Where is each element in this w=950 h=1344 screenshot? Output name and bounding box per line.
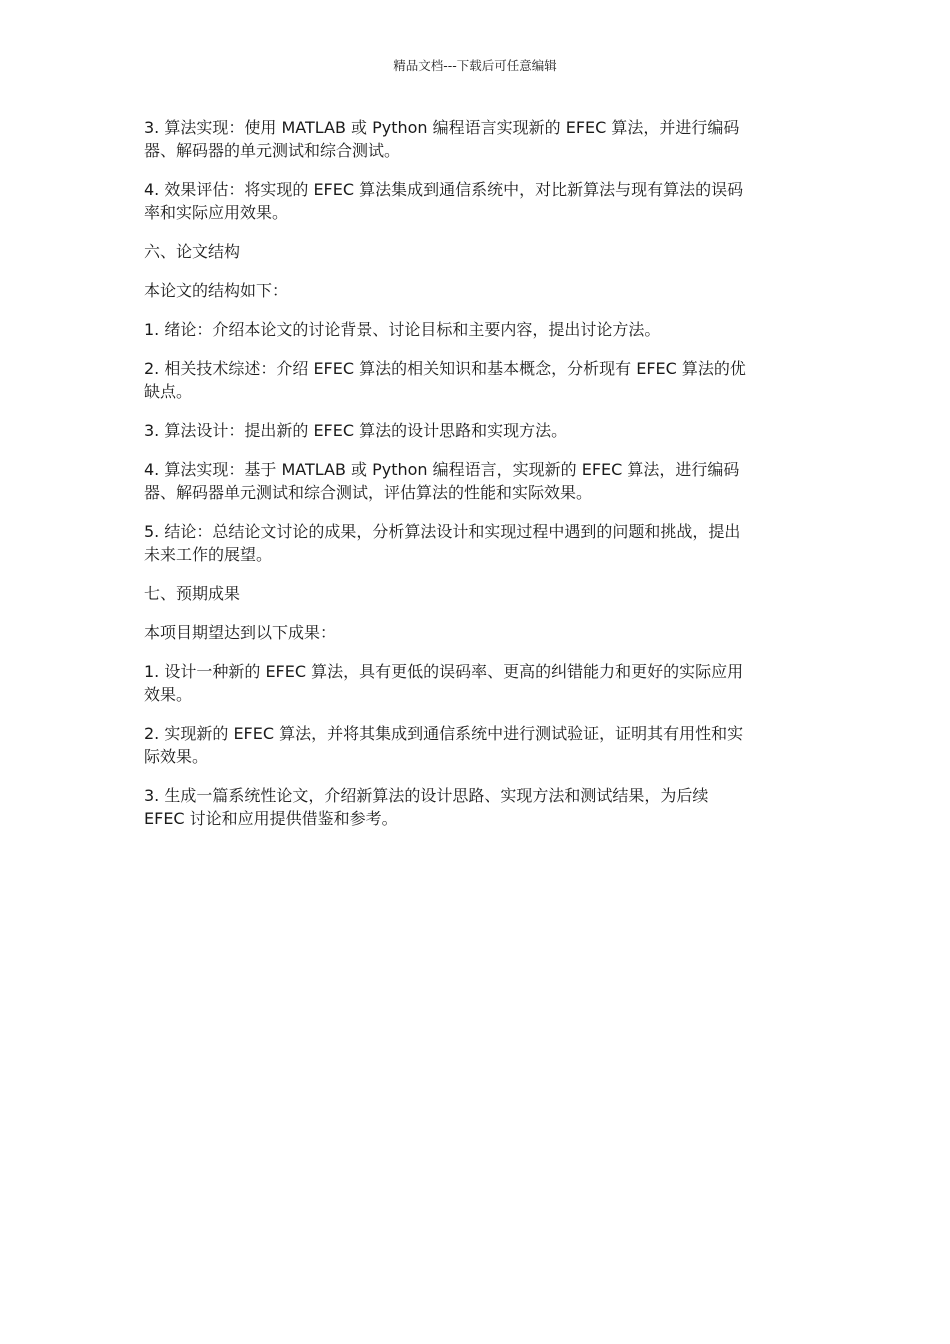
paragraph-line: 3. 算法实现：使用 MATLAB 或 Python 编程语言实现新的 EFEC 算法，并进行编码 [144, 118, 740, 137]
paragraph-line: 效果。 [144, 685, 193, 704]
paragraph-conclusion-chapter [144, 520, 806, 566]
paragraph-line: 七、预期成果 [144, 584, 241, 603]
paragraph-result-paper [144, 784, 806, 830]
paragraph-implementation-chapter [144, 458, 806, 504]
page-header: 精品文档---下载后可任意编辑 [393, 58, 557, 73]
paragraph-line: 1. 设计一种新的 EFEC 算法，具有更低的误码率、更高的纠错能力和更好的实际应用 [144, 662, 744, 681]
paragraph-result-design [144, 660, 806, 706]
paragraph-line: 5. 结论：总结论文讨论的成果，分析算法设计和实现过程中遇到的问题和挑战，提出 [144, 522, 741, 541]
document-body [144, 116, 806, 846]
paragraph-line: 器、解码器单元测试和综合测试，评估算法的性能和实际效果。 [144, 483, 593, 502]
paragraph-algorithm-implementation [144, 116, 806, 162]
section-heading-expected-results [144, 582, 806, 605]
paragraph-design-chapter [144, 419, 806, 442]
paragraph-line: 际效果。 [144, 747, 209, 766]
section-heading-thesis-structure [144, 240, 806, 263]
paragraph-line: 率和实际应用效果。 [144, 203, 289, 222]
paragraph-line: 3. 生成一篇系统性论文，介绍新算法的设计思路、实现方法和测试结果，为后续 [144, 786, 709, 805]
paragraph-line: 3. 算法设计：提出新的 EFEC 算法的设计思路和实现方法。 [144, 421, 568, 440]
paragraph-line: 六、论文结构 [144, 242, 241, 261]
paragraph-line: 4. 算法实现：基于 MATLAB 或 Python 编程语言，实现新的 EFEC 算法，进行编码 [144, 460, 740, 479]
paragraph-effect-evaluation [144, 178, 806, 224]
paragraph-results-intro [144, 621, 806, 644]
paragraph-line: 本论文的结构如下： [144, 281, 289, 300]
paragraph-line: 缺点。 [144, 382, 193, 401]
paragraph-line: 2. 相关技术综述：介绍 EFEC 算法的相关知识和基本概念，分析现有 EFEC 算法的优 [144, 359, 746, 378]
paragraph-line: 1. 绪论：介绍本论文的讨论背景、讨论目标和主要内容，提出讨论方法。 [144, 320, 661, 339]
paragraph-line: 4. 效果评估：将实现的 EFEC 算法集成到通信系统中，对比新算法与现有算法的误码 [144, 180, 744, 199]
paragraph-line: 本项目期望达到以下成果： [144, 623, 337, 642]
paragraph-line: 2. 实现新的 EFEC 算法，并将其集成到通信系统中进行测试验证，证明其有用性和实 [144, 724, 744, 743]
paragraph-structure-intro [144, 279, 806, 302]
paragraph-line: EFEC 讨论和应用提供借鉴和参考。 [144, 809, 398, 828]
paragraph-line: 未来工作的展望。 [144, 545, 273, 564]
paragraph-line: 器、解码器的单元测试和综合测试。 [144, 141, 401, 160]
paragraph-introduction-chapter [144, 318, 806, 341]
paragraph-result-implementation [144, 722, 806, 768]
paragraph-related-work-chapter [144, 357, 806, 403]
